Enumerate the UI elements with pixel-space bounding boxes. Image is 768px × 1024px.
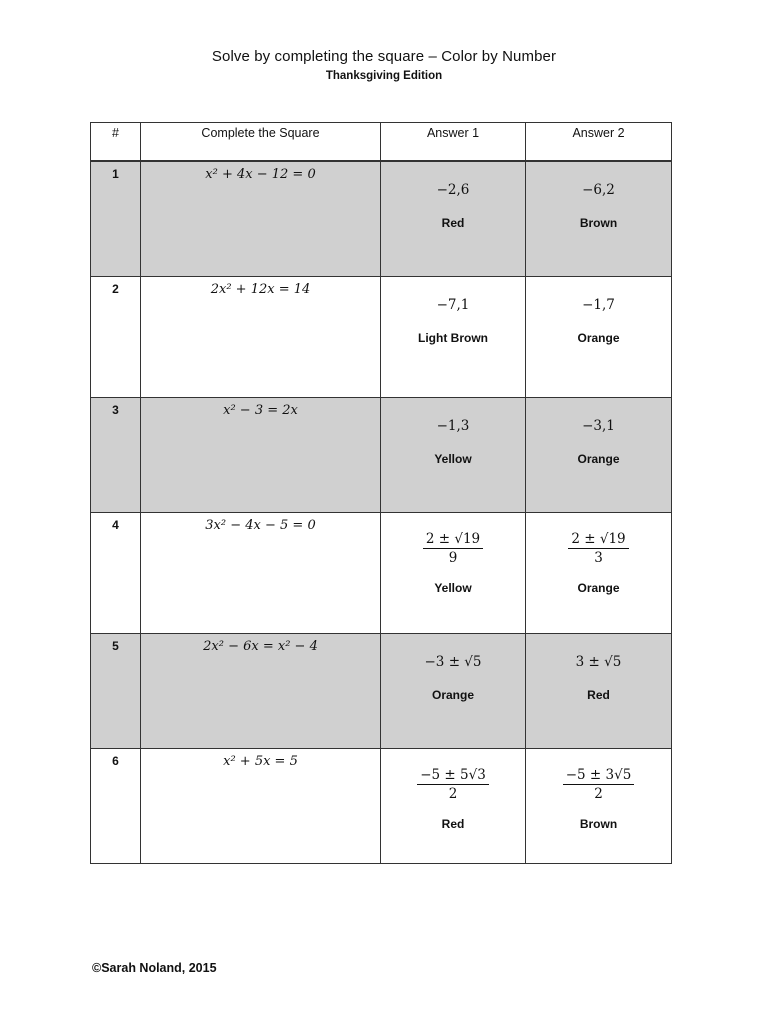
- table-row: [91, 276, 672, 397]
- fraction: [563, 767, 635, 802]
- table-row: [91, 748, 672, 863]
- color-label: Orange: [577, 451, 620, 466]
- color-label: Red: [441, 816, 465, 831]
- answer-1-cell: [381, 748, 526, 863]
- answer-2-cell: [526, 397, 672, 512]
- answer-2-cell: [526, 633, 672, 748]
- answer-1-cell: [381, 512, 526, 633]
- page-subtitle: Thanksgiving Edition: [325, 70, 443, 82]
- color-label: Light Brown: [418, 330, 488, 345]
- equation-cell: 3x² − 4x − 5 = 0: [141, 512, 381, 633]
- row-number: 3: [91, 397, 141, 512]
- row-number: 1: [91, 161, 141, 276]
- row-number: 2: [91, 276, 141, 397]
- answer-value: −2,6: [436, 182, 470, 198]
- table-row: [91, 161, 672, 276]
- fraction-numerator: 2 ± √19: [568, 531, 628, 549]
- row-number: 4: [91, 512, 141, 633]
- equation-cell: x² + 4x − 12 = 0: [141, 161, 381, 276]
- table-row: [91, 397, 672, 512]
- equation-cell: 2x² − 6x = x² − 4: [141, 633, 381, 748]
- answer-value: −6,2: [582, 182, 615, 198]
- answer-1-cell: [381, 161, 526, 276]
- fraction: [423, 531, 483, 566]
- answer-value: −3,1: [582, 417, 615, 434]
- page-title: Solve by completing the square – Color by Number: [211, 48, 557, 65]
- answer-2-cell: [526, 512, 672, 633]
- fraction: [417, 767, 489, 802]
- equation-cell: x² + 5x = 5: [141, 748, 381, 863]
- row-number: 6: [91, 748, 141, 863]
- fraction: [568, 531, 628, 566]
- fraction-denominator: 9: [448, 549, 458, 566]
- equation-cell: x² − 3 = 2x: [141, 397, 381, 512]
- header-answer-2: Answer 2: [526, 123, 672, 162]
- answer-1-cell: [381, 276, 526, 397]
- color-label: Yellow: [434, 580, 472, 595]
- color-label: Orange: [431, 687, 474, 702]
- header-row: [91, 123, 672, 162]
- color-label: Brown: [579, 816, 618, 831]
- fraction-denominator: 2: [448, 785, 458, 802]
- answer-2-cell: [526, 161, 672, 276]
- answer-2-cell: [526, 276, 672, 397]
- answer-value: [526, 531, 671, 567]
- worksheet-table: [90, 122, 672, 864]
- copyright-footer: ©Sarah Noland, 2015: [92, 961, 217, 975]
- color-label: Red: [441, 216, 465, 230]
- header-complete-the-square: Complete the Square: [141, 123, 381, 162]
- answer-value: [526, 767, 671, 803]
- color-label: Red: [587, 687, 610, 702]
- color-label: Orange: [577, 580, 620, 595]
- answer-1-cell: [381, 633, 526, 748]
- color-label: Orange: [577, 330, 620, 345]
- color-label: Yellow: [434, 451, 472, 466]
- answer-value: [381, 531, 525, 567]
- fraction-denominator: 2: [594, 785, 603, 802]
- answer-value: −7,1: [436, 296, 470, 313]
- equation-cell: 2x² + 12x = 14: [141, 276, 381, 397]
- answer-value: −1,3: [436, 417, 470, 434]
- answer-value: [381, 767, 525, 803]
- header-answer-1: Answer 1: [381, 123, 526, 162]
- header-number: #: [91, 123, 141, 162]
- color-label: Brown: [579, 216, 618, 230]
- fraction-numerator: −5 ± 3√5: [563, 767, 635, 785]
- table-row: [91, 512, 672, 633]
- table-row: [91, 633, 672, 748]
- fraction-numerator: 2 ± √19: [423, 531, 483, 549]
- answer-2-cell: [526, 748, 672, 863]
- row-number: 5: [91, 633, 141, 748]
- fraction-numerator: −5 ± 5√3: [417, 767, 489, 785]
- answer-value: 3 ± √5: [575, 653, 622, 670]
- fraction-denominator: 3: [594, 549, 603, 566]
- answer-value: −3 ± √5: [424, 653, 482, 670]
- answer-1-cell: [381, 397, 526, 512]
- answer-value: −1,7: [582, 296, 615, 313]
